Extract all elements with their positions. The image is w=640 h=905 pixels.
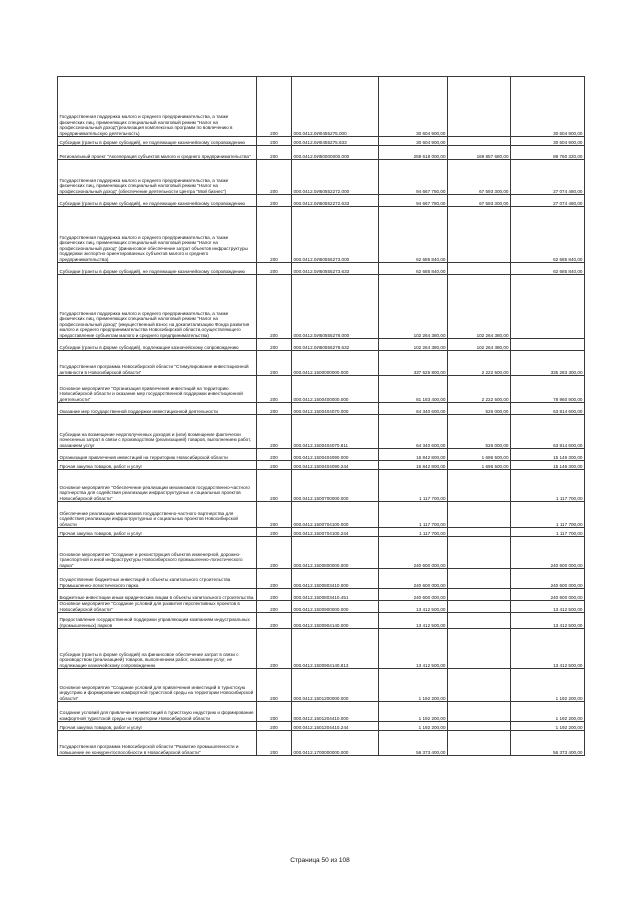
row-total-cell: 30 604 900,00 bbox=[379, 77, 448, 137]
row-name-cell: Основное мероприятие "Создание условий для развития перспективных проектов в Новосибирской области" bbox=[58, 601, 257, 613]
row-total-cell: 62 685 840,00 bbox=[379, 263, 448, 275]
row-name-cell: Субсидии (гранты в форме субсидий), не подлежащие казначейскому сопровождению bbox=[58, 137, 257, 146]
row-code-cell: 200 bbox=[257, 461, 292, 470]
row-total-cell: 1 192 200,00 bbox=[379, 702, 448, 722]
row-regional-cell: 15 146 300,00 bbox=[511, 461, 585, 470]
row-name-cell: Государственная поддержка малого и среднего предпринимательства, а также физических лиц, применяющих специальный налоговый режим "Налог на профессиональный доход" (имущественный взнос на докапитализацию Фонда развития малого и среднего предпринимательства Новосибирской области,осуществляющего предоставление субъектам малого и среднего предпринимательства) bbox=[58, 275, 257, 339]
row-code-cell: 200 bbox=[257, 376, 292, 403]
row-regional-cell: 240 600 000,00 bbox=[511, 537, 585, 569]
row-kbk-cell: 000.0412.1500800000.000 bbox=[292, 537, 379, 569]
table-row bbox=[58, 376, 585, 403]
row-regional-cell: 62 685 840,00 bbox=[511, 207, 585, 263]
row-name-cell: Обеспечение реализации механизмов государственно-частного партнерства для содействия реализации инфраструктурных и социальных проектов Новосибирской области bbox=[58, 502, 257, 528]
row-federal-cell: 1 696 500,00 bbox=[448, 449, 511, 461]
row-code-cell: 200 bbox=[257, 403, 292, 415]
row-regional-cell: 27 074 480,00 bbox=[511, 195, 585, 207]
row-total-cell: 1 192 200,00 bbox=[379, 722, 448, 731]
table-row bbox=[58, 629, 585, 669]
row-total-cell: 240 600 000,00 bbox=[379, 589, 448, 601]
table-row bbox=[58, 702, 585, 722]
row-code-cell: 200 bbox=[257, 702, 292, 722]
row-code-cell: 200 bbox=[257, 669, 292, 702]
row-federal-cell bbox=[448, 722, 511, 731]
row-federal-cell: 526 000,00 bbox=[448, 403, 511, 415]
row-federal-cell: 2 222 500,00 bbox=[448, 351, 511, 376]
row-kbk-cell: 000.0412.1500404070.000 bbox=[292, 403, 379, 415]
row-total-cell: 16 842 800,00 bbox=[379, 461, 448, 470]
row-code-cell: 200 bbox=[257, 415, 292, 449]
row-code-cell: 200 bbox=[257, 263, 292, 275]
row-name-cell: Субсидии (гранты в форме субсидий), не подлежащие казначейскому сопровождению bbox=[58, 195, 257, 207]
row-federal-cell: 169 857 680,00 bbox=[448, 146, 511, 160]
row-kbk-cell: 000.0412.1500803410.451 bbox=[292, 589, 379, 601]
budget-table-page bbox=[57, 76, 584, 756]
row-kbk-cell: 000.0412.1500900000.000 bbox=[292, 601, 379, 613]
row-federal-cell bbox=[448, 137, 511, 146]
row-kbk-cell: 000.0412.0И50555273.633 bbox=[292, 263, 379, 275]
row-total-cell: 102 264 380,00 bbox=[379, 275, 448, 339]
row-name-cell: Организация привлечения инвестиций на территорию Новосибирской области bbox=[58, 449, 257, 461]
row-kbk-cell: 000.0412.1500404070.811 bbox=[292, 415, 379, 449]
row-code-cell: 200 bbox=[257, 207, 292, 263]
table-row bbox=[58, 77, 585, 137]
table-row bbox=[58, 275, 585, 339]
table-row bbox=[58, 569, 585, 589]
row-federal-cell bbox=[448, 601, 511, 613]
row-regional-cell: 62 685 840,00 bbox=[511, 263, 585, 275]
row-regional-cell: 1 117 700,00 bbox=[511, 502, 585, 528]
row-total-cell: 240 600 000,00 bbox=[379, 569, 448, 589]
row-regional-cell: 1 117 700,00 bbox=[511, 528, 585, 537]
row-kbk-cell: 000.0412.0И50555273.000 bbox=[292, 207, 379, 263]
row-federal-cell bbox=[448, 207, 511, 263]
row-total-cell: 81 183 400,00 bbox=[379, 376, 448, 403]
row-name-cell: Субсидии (гранты в форме субсидий) на финансовое обеспечение затрат в связи с производством (реализацией) товаров, выполнением работ, оказанием услуг, не подлежащие казначейскому сопровождению bbox=[58, 629, 257, 669]
table-row bbox=[58, 669, 585, 702]
row-kbk-cell: 000.0412.1501200000.000 bbox=[292, 669, 379, 702]
row-kbk-cell: 000.0412.1500904140.813 bbox=[292, 629, 379, 669]
row-total-cell: 94 667 780,00 bbox=[379, 195, 448, 207]
row-code-cell: 200 bbox=[257, 629, 292, 669]
row-regional-cell: 78 960 900,00 bbox=[511, 376, 585, 403]
row-regional-cell: 63 814 600,00 bbox=[511, 403, 585, 415]
table-row bbox=[58, 722, 585, 731]
table-row bbox=[58, 146, 585, 160]
table-row bbox=[58, 415, 585, 449]
row-total-cell: 1 117 700,00 bbox=[379, 528, 448, 537]
row-name-cell: Региональный проект "Акселерация субъектов малого и среднего предпринимательства" bbox=[58, 146, 257, 160]
row-regional-cell: 56 373 400,00 bbox=[511, 731, 585, 756]
row-federal-cell bbox=[448, 702, 511, 722]
table-row bbox=[58, 195, 585, 207]
row-federal-cell bbox=[448, 77, 511, 137]
row-name-cell: Бюджетные инвестиции иным юридическим лицам в объекты капитального строительства bbox=[58, 589, 257, 601]
row-kbk-cell: 000.0412.0И50552272.633 bbox=[292, 195, 379, 207]
budget-table bbox=[57, 76, 585, 756]
row-total-cell: 13 412 500,00 bbox=[379, 601, 448, 613]
row-kbk-cell: 000.0412.0И50555278.000 bbox=[292, 275, 379, 339]
row-kbk-cell: 000.0412.1500803410.000 bbox=[292, 569, 379, 589]
row-total-cell: 1 192 200,00 bbox=[379, 669, 448, 702]
row-total-cell: 337 525 800,00 bbox=[379, 351, 448, 376]
row-regional-cell bbox=[511, 339, 585, 351]
row-regional-cell: 1 192 200,00 bbox=[511, 669, 585, 702]
row-code-cell: 200 bbox=[257, 470, 292, 502]
row-regional-cell: 30 604 900,00 bbox=[511, 137, 585, 146]
table-row bbox=[58, 589, 585, 601]
row-name-cell: Предоставление государственной поддержки управляющим компаниям индустриальных (промышленных) парков bbox=[58, 613, 257, 629]
table-row bbox=[58, 470, 585, 502]
table-row bbox=[58, 403, 585, 415]
row-kbk-cell: 000.0412.1500404090.000 bbox=[292, 449, 379, 461]
row-total-cell: 102 264 380,00 bbox=[379, 339, 448, 351]
table-row bbox=[58, 207, 585, 263]
row-code-cell: 200 bbox=[257, 195, 292, 207]
row-code-cell: 200 bbox=[257, 528, 292, 537]
row-total-cell: 1 117 700,00 bbox=[379, 502, 448, 528]
row-name-cell: Создание условий для привлечения инвестиций в туристскую индустрию и формирование комфортной туристской среды на территории Новосибирской области bbox=[58, 702, 257, 722]
row-total-cell: 259 618 000,00 bbox=[379, 146, 448, 160]
table-row bbox=[58, 137, 585, 146]
row-kbk-cell: 000.0412.0И0455275.000 bbox=[292, 77, 379, 137]
table-row bbox=[58, 449, 585, 461]
row-regional-cell: 240 600 000,00 bbox=[511, 569, 585, 589]
row-code-cell: 200 bbox=[257, 77, 292, 137]
table-row bbox=[58, 537, 585, 569]
row-federal-cell: 67 593 300,00 bbox=[448, 195, 511, 207]
row-total-cell: 30 604 900,00 bbox=[379, 137, 448, 146]
row-federal-cell bbox=[448, 569, 511, 589]
table-row bbox=[58, 339, 585, 351]
row-regional-cell: 240 600 000,00 bbox=[511, 589, 585, 601]
row-kbk-cell: 000.0412.0И50000000.000 bbox=[292, 146, 379, 160]
row-total-cell: 62 685 840,00 bbox=[379, 207, 448, 263]
row-federal-cell: 2 222 500,00 bbox=[448, 376, 511, 403]
row-code-cell: 200 bbox=[257, 537, 292, 569]
row-code-cell: 200 bbox=[257, 146, 292, 160]
row-name-cell: Субсидии (гранты в форме субсидий), не подлежащие казначейскому сопровождению bbox=[58, 263, 257, 275]
table-row bbox=[58, 601, 585, 613]
table-row bbox=[58, 461, 585, 470]
row-name-cell: Прочая закупка товаров, работ и услуг bbox=[58, 722, 257, 731]
row-code-cell: 200 bbox=[257, 601, 292, 613]
row-federal-cell bbox=[448, 263, 511, 275]
row-code-cell: 200 bbox=[257, 613, 292, 629]
table-row bbox=[58, 263, 585, 275]
row-federal-cell bbox=[448, 731, 511, 756]
row-code-cell: 200 bbox=[257, 160, 292, 195]
row-regional-cell: 27 074 480,00 bbox=[511, 160, 585, 195]
row-kbk-cell: 000.0412.1501204410.000 bbox=[292, 702, 379, 722]
row-name-cell: Государственная поддержка малого и среднего предпринимательства, а также физических лиц, применяющих специальный налоговый режим "Налог на профессиональный доход" (финансовое обеспечение затрат объектов инфраструктуры поддержки экспортно ориентированных субъектов малого и среднего предпринимательства) bbox=[58, 207, 257, 263]
row-name-cell: Прочая закупка товаров, работ и услуг bbox=[58, 528, 257, 537]
row-regional-cell: 89 760 320,00 bbox=[511, 146, 585, 160]
row-kbk-cell: 000.0412.1500700000.000 bbox=[292, 470, 379, 502]
row-regional-cell: 335 283 300,00 bbox=[511, 351, 585, 376]
row-total-cell: 64 340 600,00 bbox=[379, 403, 448, 415]
row-regional-cell: 63 814 600,00 bbox=[511, 415, 585, 449]
row-regional-cell: 13 412 500,00 bbox=[511, 601, 585, 613]
row-regional-cell: 13 412 500,00 bbox=[511, 613, 585, 629]
row-kbk-cell: 000.0412.1500400000.000 bbox=[292, 376, 379, 403]
row-federal-cell: 1 696 500,00 bbox=[448, 461, 511, 470]
row-code-cell: 200 bbox=[257, 275, 292, 339]
row-name-cell: Государственная программа Новосибирской области "Развитие промышленности и повышение ее конкурентоспособности в Новосибирской области" bbox=[58, 731, 257, 756]
row-code-cell: 200 bbox=[257, 449, 292, 461]
row-total-cell: 1 117 700,00 bbox=[379, 470, 448, 502]
row-name-cell: Осуществление бюджетных инвестиций в объекты капитального строительства Промышленно-логистического парка bbox=[58, 569, 257, 589]
row-kbk-cell: 000.0412.0И50552272.000 bbox=[292, 160, 379, 195]
row-kbk-cell: 000.0412.1500704100.000 bbox=[292, 502, 379, 528]
row-name-cell: Основное мероприятие "Организация привлечения инвестиций на территорию Новосибирской области и оказание мер государственной поддержки инвестиционной деятельности" bbox=[58, 376, 257, 403]
row-federal-cell: 102 264 380,00 bbox=[448, 275, 511, 339]
row-federal-cell bbox=[448, 669, 511, 702]
row-federal-cell bbox=[448, 629, 511, 669]
row-kbk-cell: 000.0412.0И0455275.633 bbox=[292, 137, 379, 146]
row-total-cell: 13 412 500,00 bbox=[379, 629, 448, 669]
row-total-cell: 64 340 600,00 bbox=[379, 415, 448, 449]
row-kbk-cell: 000.0412.1500904140.000 bbox=[292, 613, 379, 629]
budget-table-body bbox=[58, 77, 585, 756]
row-code-cell: 200 bbox=[257, 502, 292, 528]
row-code-cell: 200 bbox=[257, 137, 292, 146]
row-name-cell: Прочая закупка товаров, работ и услуг bbox=[58, 461, 257, 470]
row-name-cell: Государственная поддержка малого и среднего предпринимательства, а также физических лиц, применяющих специальный налоговый режим "Налог на профессиональный доход"(реализация комплексных программ по вовлечению в предпринимательскую деятельность) bbox=[58, 77, 257, 137]
row-name-cell: Субсидии на возмещение недополученных доходов и (или) возмещение фактически понесенных затрат в связи с производством (реализацией) товаров, выполнением работ, оказанием услуг bbox=[58, 415, 257, 449]
row-kbk-cell: 000.0412.1500704100.244 bbox=[292, 528, 379, 537]
row-regional-cell: 1 192 200,00 bbox=[511, 702, 585, 722]
row-federal-cell bbox=[448, 502, 511, 528]
row-federal-cell bbox=[448, 589, 511, 601]
page-number: Страница 50 из 108 bbox=[290, 857, 350, 864]
row-total-cell: 56 373 400,00 bbox=[379, 731, 448, 756]
row-federal-cell bbox=[448, 528, 511, 537]
row-regional-cell: 13 412 500,00 bbox=[511, 629, 585, 669]
row-name-cell: Государственная поддержка малого и среднего предпринимательства, а также физических лиц, применяющих специальный налоговый режим "Налог на профессиональный доход" (обеспечение деятельности Центра "Мой бизнес") bbox=[58, 160, 257, 195]
row-federal-cell: 67 593 300,00 bbox=[448, 160, 511, 195]
row-kbk-cell: 000.0412.1500000000.000 bbox=[292, 351, 379, 376]
table-row bbox=[58, 613, 585, 629]
row-total-cell: 13 412 500,00 bbox=[379, 613, 448, 629]
row-federal-cell: 102 264 380,00 bbox=[448, 339, 511, 351]
row-kbk-cell: 000.0412.1501204410.244 bbox=[292, 722, 379, 731]
row-total-cell: 240 600 000,00 bbox=[379, 537, 448, 569]
row-name-cell: Основное мероприятие "Создание условий для привлечения инвестиций в туристскую индустрию и формирование комфортной туристской среды на территории Новосибирской области" bbox=[58, 669, 257, 702]
row-federal-cell: 526 000,00 bbox=[448, 415, 511, 449]
row-federal-cell bbox=[448, 537, 511, 569]
row-name-cell: Государственная программа Новосибирской области "Стимулирование инвестиционной активности в Новосибирской области" bbox=[58, 351, 257, 376]
row-code-cell: 200 bbox=[257, 351, 292, 376]
row-kbk-cell: 000.0412.1700000000.000 bbox=[292, 731, 379, 756]
row-regional-cell: 15 146 300,00 bbox=[511, 449, 585, 461]
row-name-cell: Основное мероприятие "Создание и реконструкция объектов инженерной, дорожно-транспортной и иной инфраструктуры Новосибирского промышленно-логистического парка" bbox=[58, 537, 257, 569]
table-row bbox=[58, 731, 585, 756]
row-code-cell: 200 bbox=[257, 569, 292, 589]
row-name-cell: Субсидии (гранты в форме субсидий), подлежащие казначейскому сопровождению bbox=[58, 339, 257, 351]
row-name-cell: Основное мероприятие "Обеспечение реализации механизмов государственно-частного партнерства для содействия реализации инфраструктурных и социальных проектов Новосибирской области" bbox=[58, 470, 257, 502]
table-row bbox=[58, 502, 585, 528]
row-code-cell: 200 bbox=[257, 339, 292, 351]
row-code-cell: 200 bbox=[257, 731, 292, 756]
row-regional-cell bbox=[511, 275, 585, 339]
row-regional-cell: 1 192 200,00 bbox=[511, 722, 585, 731]
row-name-cell: Оказание мер государственной поддержки инвестиционной деятельности bbox=[58, 403, 257, 415]
row-kbk-cell: 000.0412.1500404090.244 bbox=[292, 461, 379, 470]
row-federal-cell bbox=[448, 470, 511, 502]
row-regional-cell: 30 604 900,00 bbox=[511, 77, 585, 137]
row-total-cell: 94 667 780,00 bbox=[379, 160, 448, 195]
row-kbk-cell: 000.0412.0И50555278.632 bbox=[292, 339, 379, 351]
row-code-cell: 200 bbox=[257, 589, 292, 601]
row-total-cell: 16 842 800,00 bbox=[379, 449, 448, 461]
row-regional-cell: 1 117 700,00 bbox=[511, 470, 585, 502]
row-code-cell: 200 bbox=[257, 722, 292, 731]
row-federal-cell bbox=[448, 613, 511, 629]
table-row bbox=[58, 528, 585, 537]
table-row bbox=[58, 351, 585, 376]
table-row bbox=[58, 160, 585, 195]
